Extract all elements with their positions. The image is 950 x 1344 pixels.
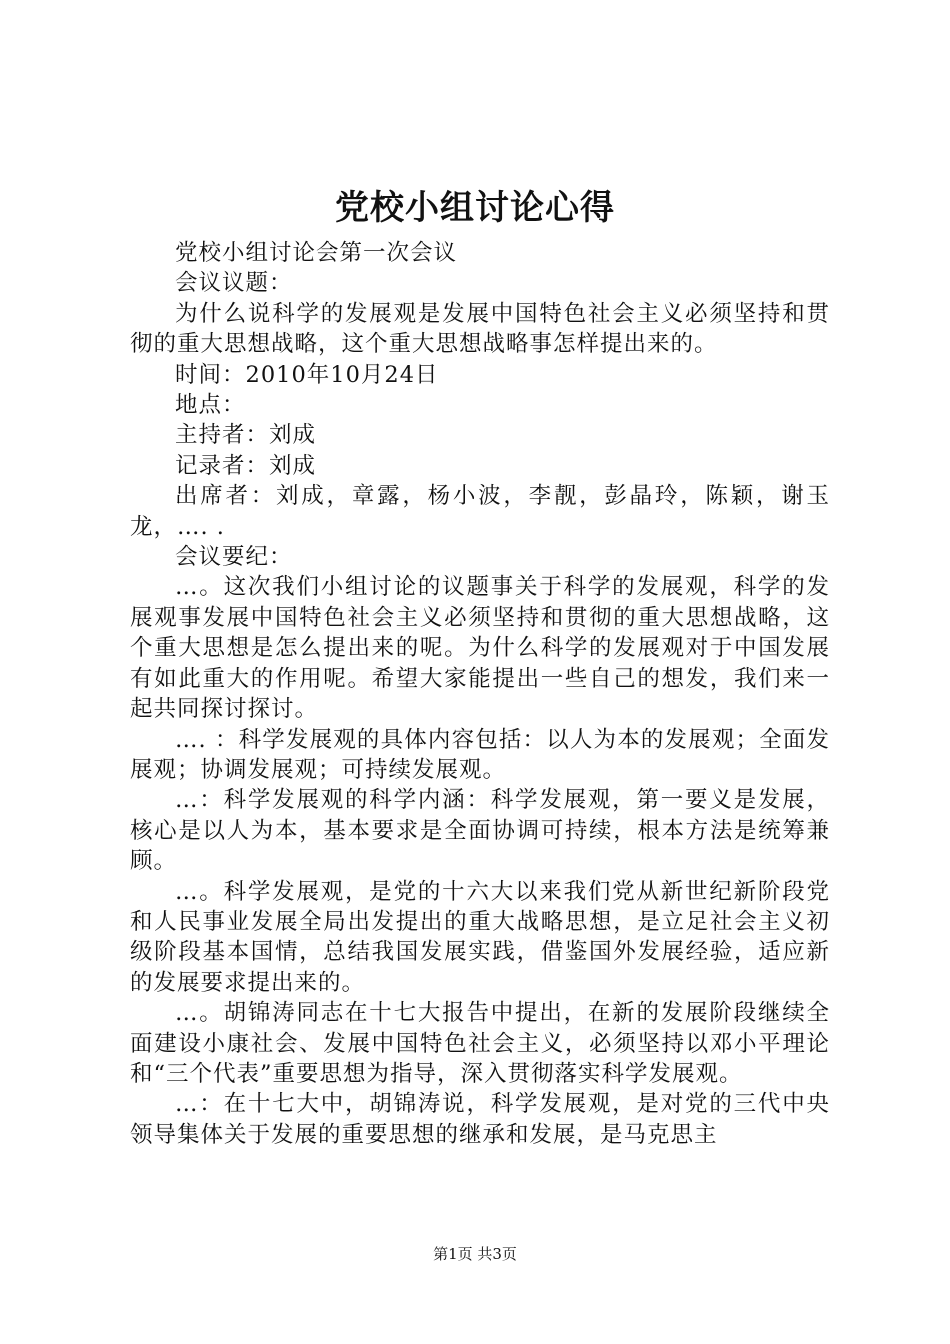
paragraph: 为什么说科学的发展观是发展中国特色社会主义必须坚持和贯彻的重大思想战略，这个重大思想战略事怎样提出来的。 <box>130 300 830 358</box>
document-body <box>130 238 830 1150</box>
paragraph: 地点： <box>175 392 246 419</box>
paragraph: 时间：2010年10月24日 <box>175 361 439 388</box>
paragraph: …：在十七大中，胡锦涛说，科学发展观，是对党的三代中央领导集体关于发展的重要思想的继承和发展，是马克思主 <box>130 1091 830 1148</box>
paragraph: 会议要纪： <box>175 544 293 571</box>
paragraph: 记录者：刘成 <box>175 452 317 479</box>
paragraph: 会议议题： <box>175 270 293 297</box>
paragraph: …：科学发展观的科学内涵：科学发展观，第一要义是发展，核心是以人为本，基本要求是全面协调可持续，根本方法是统筹兼顾。 <box>130 787 830 875</box>
document-title: 党校小组讨论心得 <box>335 188 615 228</box>
paragraph: …. ：科学发展观的具体内容包括：以人为本的发展观；全面发展观；协调发展观；可持续发展观。 <box>130 726 830 783</box>
paragraph: 党校小组讨论会第一次会议 <box>175 240 458 266</box>
paragraph: 出席者：刘成，章露，杨小波，李靓，彭晶玲，陈颖，谢玉龙，…. . <box>130 483 830 540</box>
page-footer: 第1页 共3页 <box>433 1245 517 1263</box>
paragraph: …。科学发展观，是党的十六大以来我们党从新世纪新阶段党和人民事业发展全局出发提出的重大战略思想，是立足社会主义初级阶段基本国情，总结我国发展实践，借鉴国外发展经验，适应新的发展要求提出来的。 <box>130 878 830 996</box>
paragraph: …。胡锦涛同志在十七大报告中提出，在新的发展阶段继续全面建设小康社会、发展中国特色社会主义，必须坚持以邓小平理论和“三个代表”重要思想为指导，深入贯彻落实科学发展观。 <box>130 1000 830 1087</box>
paragraph: …。这次我们小组讨论的议题事关于科学的发展观，科学的发展观事发展中国特色社会主义必须坚持和贯彻的重大思想战略，这个重大思想是怎么提出来的呢。为什么科学的发展观对于中国发展有如此重大的作用呢。希望大家能提出一些自己的想发，我们来一起共同探讨探讨。 <box>130 574 830 723</box>
paragraph: 主持者：刘成 <box>175 422 317 449</box>
